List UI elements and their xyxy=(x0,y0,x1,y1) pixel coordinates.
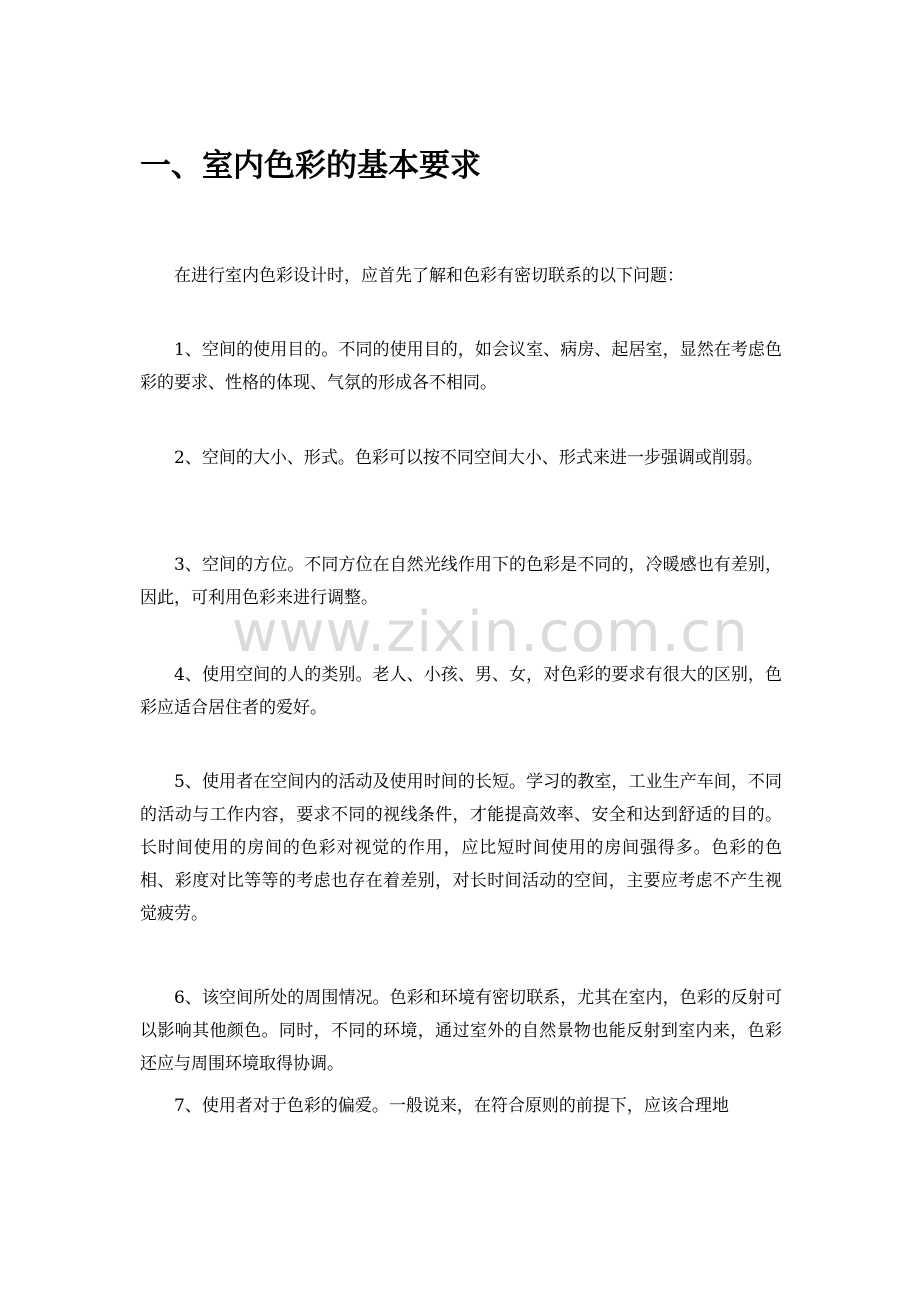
list-item: 3、空间的方位。不同方位在自然光线作用下的色彩是不同的，冷暖感也有差别，因此，可利用色彩来进行调整。 xyxy=(140,555,782,608)
watermark: www.zixin.com.cn xyxy=(232,600,749,665)
intro-paragraph: 在进行室内色彩设计时，应首先了解和色彩有密切联系的以下问题： xyxy=(174,266,684,286)
list-item: 1、空间的使用目的。不同的使用目的，如会议室、病房、起居室，显然在考虑色彩的要求、性格的体现、气氛的形成各不相同。 xyxy=(140,340,782,393)
list-item: 4、使用空间的人的类别。老人、小孩、男、女，对色彩的要求有很大的区别，色彩应适合居住者的爱好。 xyxy=(140,665,782,718)
list-item: 7、使用者对于色彩的偏爱。一般说来，在符合原则的前提下，应该合理地 xyxy=(174,1096,729,1116)
list-item: 5、使用者在空间内的活动及使用时间的长短。学习的教室，工业生产车间，不同的活动与工作内容，要求不同的视线条件，才能提高效率、安全和达到舒适的目的。长时间使用的房间的色彩对视觉的作用，应比短时间使用的房间强得多。色彩的色相、彩度对比等等的考虑也存在着差别，对长时间活动的空间，主要应考虑不产生视觉疲劳。 xyxy=(140,772,782,924)
document-title: 一、室内色彩的基本要求 xyxy=(140,148,481,184)
list-item: 6、该空间所处的周围情况。色彩和环境有密切联系，尤其在室内，色彩的反射可以影响其他颜色。同时，不同的环境，通过室外的自然景物也能反射到室内来，色彩还应与周围环境取得协调。 xyxy=(140,988,782,1074)
list-item: 2、空间的大小、形式。色彩可以按不同空间大小、形式来进一步强调或削弱。 xyxy=(174,448,763,468)
